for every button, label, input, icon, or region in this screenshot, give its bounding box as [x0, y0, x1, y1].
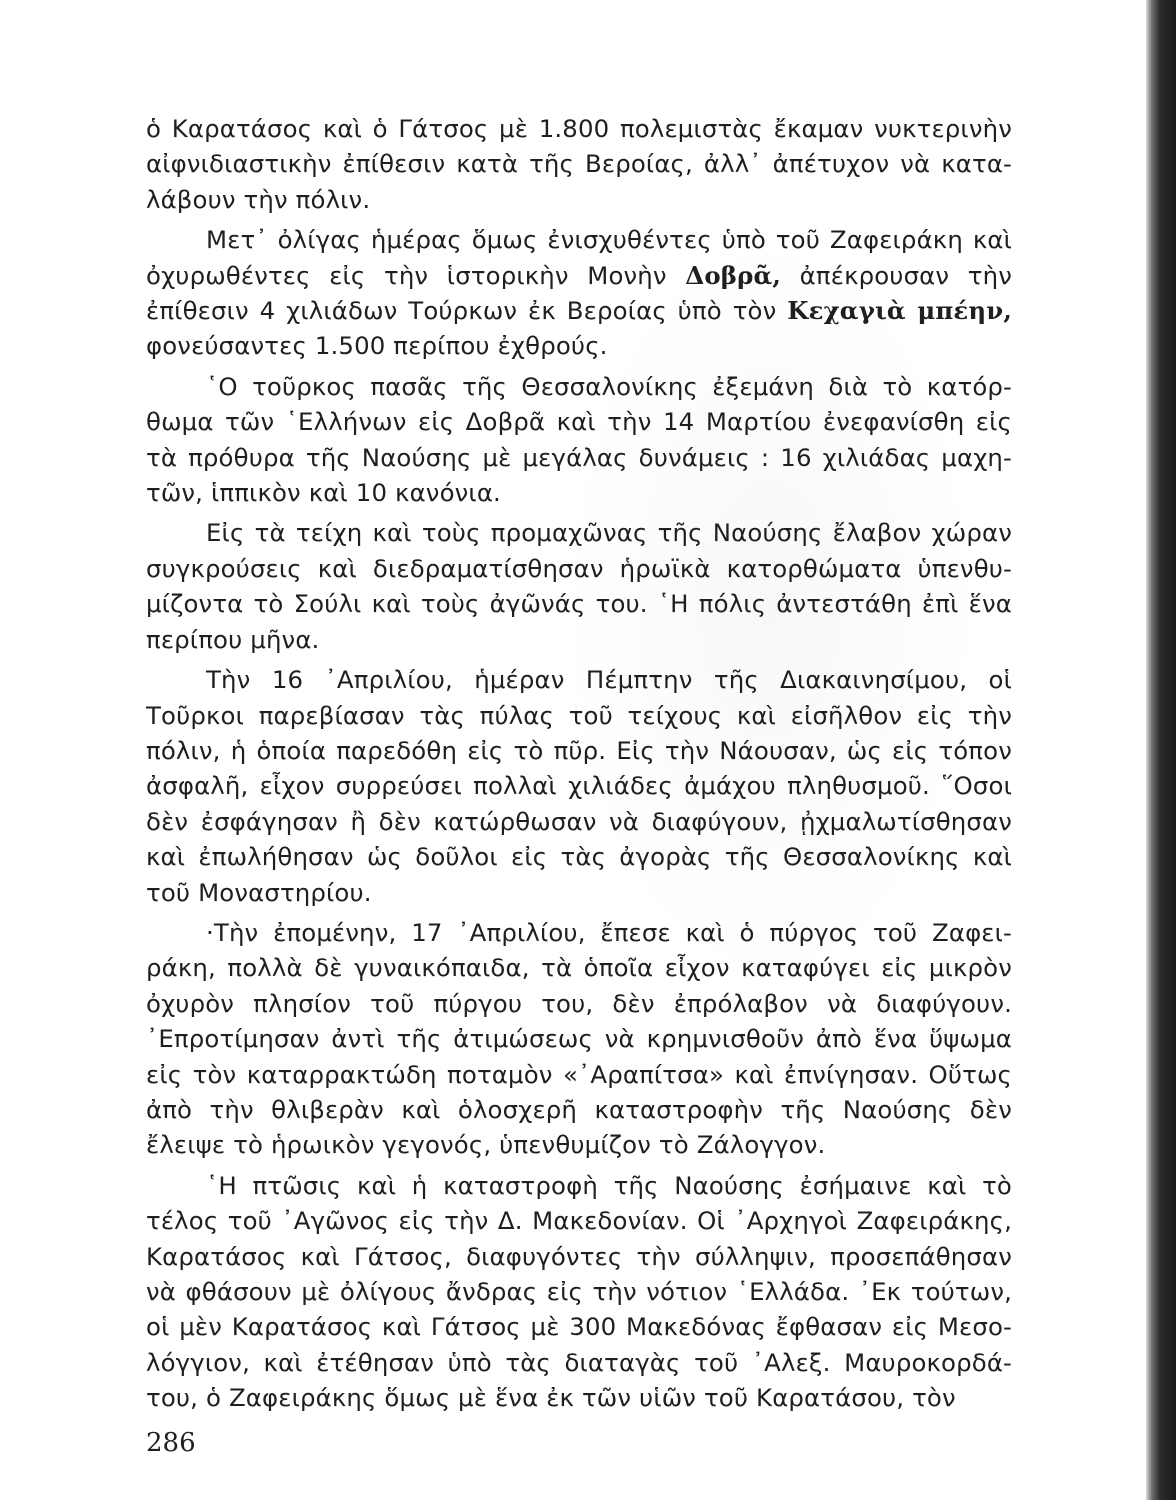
- paragraph-1: ὁ Καρατάσος καὶ ὁ Γάτσος μὲ 1.800 πολεμιστὰς ἔκαμαν νυκτερινὴν αἰφνιδιαστικὴν ἐπίθεσιν κατὰ τῆς Βεροίας, ἀλλ᾽ ἀπέτυχον νὰ κατα-λάβουν τὴν πόλιν.: [146, 114, 1012, 214]
- paragraph-6: ·Τὴν ἐπομένην, 17 ᾽Απριλίου, ἔπεσε καὶ ὁ πύργος τοῦ Ζαφει-ράκη, πολλὰ δὲ γυναικόπαιδα, τὰ ὁποῖα εἶχον καταφύγει εἰς μικρὸν ὀχυρὸν πλησίον τοῦ πύργου του, δὲν ἐπρόλαβον νὰ διαφύγουν. ᾽Επροτίμησαν ἀντὶ τῆς ἀτιμώσεως νὰ κρημνισθοῦν ἀπὸ ἕνα ὕψωμα εἰς τὸν καταρρακτώδη ποταμὸν «᾽Αραπίτσα» καὶ ἐπνίγησαν. Οὕτως ἀπὸ τὴν θλιβερὰν καὶ ὁλοσχερῆ καταστροφὴν τῆς Ναούσης δὲν ἔλειψε τὸ ἡρωικὸν γεγονός, ὑπενθυμίζον τὸ Ζάλογγον.: [146, 917, 1012, 1160]
- page-number: 286: [146, 1428, 196, 1458]
- person-name-kechagia-bey: Κεχαγιὰ μπέην,: [787, 296, 1012, 326]
- place-name-dovra: Δοβρᾶ,: [685, 260, 782, 290]
- body-text: [146, 111, 1012, 1421]
- paragraph-2: [146, 222, 1012, 364]
- paragraph-2-part-1: Μετ᾽ ὀλίγας ἡμέρας ὅμως ἐνισχυθέντες ὑπὸ τοῦ Ζαφειράκη καὶ ὀχυρωθέντες εἰς τὴν ἱστορικὴν Μονὴν: [146, 225, 1012, 290]
- paragraph-7: ῾Η πτῶσις καὶ ἡ καταστροφὴ τῆς Ναούσης ἐσήμαινε καὶ τὸ τέλος τοῦ ᾽Αγῶνος εἰς τὴν Δ. Μακεδονίαν. Οἱ ᾽Αρχηγοὶ Ζαφειράκης, Καρατάσος καὶ Γάτσος, διαφυγόντες τὴν σύλληψιν, προσεπάθησαν νὰ φθάσουν μὲ ὀλίγους ἄνδρας εἰς τὴν νότιον ῾Ελλάδα. ᾽Εκ τούτων, οἱ μὲν Καρατάσος καὶ Γάτσος μὲ 300 Μακεδόνας ἔφθασαν εἰς Μεσο-λόγγιον, καὶ ἐτέθησαν ὑπὸ τὰς διαταγὰς τοῦ ᾽Αλεξ. Μαυροκορδά-του, ὁ Ζαφειράκης ὅμως μὲ ἕνα ἐκ τῶν υἱῶν τοῦ Καρατάσου, τὸν: [146, 1170, 1012, 1413]
- paragraph-2-part-3: φονεύσαντες 1.500 περίπου ἐχθρούς.: [146, 331, 608, 361]
- page-edge-shadow: [1146, 0, 1176, 1500]
- paragraph-5: Τὴν 16 ᾽Απριλίου, ἡμέραν Πέμπτην τῆς Διακαινησίμου, οἱ Τοῦρκοι παρεβίασαν τὰς πύλας τοῦ τείχους καὶ εἰσῆλθον εἰς τὴν πόλιν, ἡ ὁποία παρεδόθη εἰς τὸ πῦρ. Εἰς τὴν Νάουσαν, ὡς εἰς τόπον ἀσφαλῆ, εἶχον συρρεύσει πολλαὶ χιλιάδες ἀμάχου πληθυσμοῦ. ῞Οσοι δὲν ἐσφάγησαν ἢ δὲν κατώρθωσαν νὰ διαφύγουν, ᾐχμαλωτίσθησαν καὶ ἐπωλήθησαν ὡς δοῦλοι εἰς τὰς ἀγορὰς τῆς Θεσσαλονίκης καὶ τοῦ Μοναστηρίου.: [146, 665, 1012, 907]
- paragraph-3: ῾Ο τοῦρκος πασᾶς τῆς Θεσσαλονίκης ἐξεμάνη διὰ τὸ κατόρ-θωμα τῶν ῾Ελλήνων εἰς Δοβρᾶ καὶ τὴν 14 Μαρτίου ἐνεφανίσθη εἰς τὰ πρόθυρα τῆς Ναούσης μὲ μεγάλας δυνάμεις : 16 χιλιάδας μαχη-τῶν, ἱππικὸν καὶ 10 κανόνια.: [146, 371, 1012, 508]
- paragraph-4: Εἰς τὰ τείχη καὶ τοὺς προμαχῶνας τῆς Ναούσης ἔλαβον χώραν συγκρούσεις καὶ διεδραματίσθησαν ἡρωϊκὰ κατορθώματα ὑπενθυ-μίζοντα τὸ Σούλι καὶ τοὺς ἀγῶνάς του. ῾Η πόλις ἀντεστάθη ἐπὶ ἕνα περίπου μῆνα.: [146, 518, 1012, 654]
- paragraph-2-part-2: ἀπέκρουσαν τὴν ἐπίθεσιν 4 χιλιάδων Τούρκων ἐκ Βεροίας ὑπὸ τὸν: [146, 260, 1012, 326]
